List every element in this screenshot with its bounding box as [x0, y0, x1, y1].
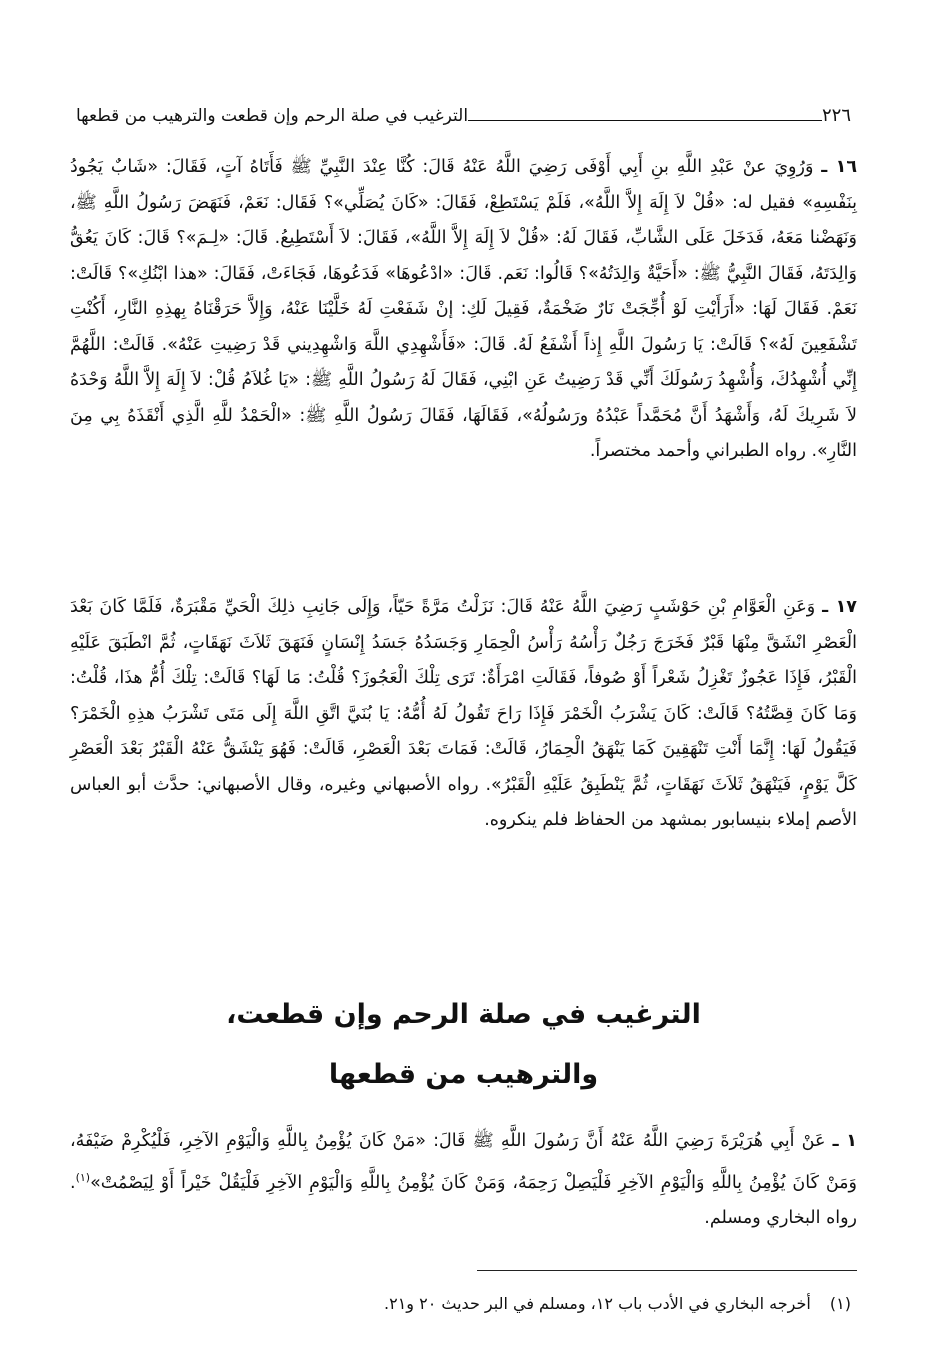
hadith-text: وَرُوِيَ عنْ عَبْدِ اللَّهِ بنِ أَبِي أَوْفَى رَضِيَ اللَّهُ عَنْهُ قَالَ: كُنَّا عِنْدَ النَّبِيِّ ﷺ فَأَتَاهُ آتٍ، فَقَالَ: «شَابٌ يَجُودُ بِنَفْسِهِ» فقيل له: «قُلْ لاَ إِلَهَ إِلاَّ اللَّهُ»، فَلَمْ يَسْتَطِعْ، فَقَالَ: «كَانَ يُصَلِّي»؟ فَقَال: نَعَمْ، فَنَهَضَ رَسُولُ اللَّهِ ﷺ، وَنَهَضْنا مَعَهُ، فَدَخَلَ عَلَى الشَّابِّ، فَقَالَ لَهُ: «قُلْ لاَ إِلَهَ إِلاَّ اللَّهُ»، فَقَالَ: لاَ أَسْتَطِيعُ. قَالَ: «لِـمَ»؟ قَالَ: كَانَ يَعُقُّ وَالِدَتَهُ، فَقَالَ النَّبِيُّ ﷺ: «أَحَيَّةٌ وَالِدَتُهُ»؟ قَالُوا: نَعَم. قَالَ: «ادْعُوهَا» فَدَعُوهَا، فَجَاءَتْ، فَقَالَ: «هذا ابْنُكِ»؟ قَالَتْ: نَعَمْ. فَقَالَ لَهَا: «أَرَأَيْتِ لَوْ أُجِّجَتْ نَارٌ ضَخْمَةٌ، فَقِيلَ لَكِ: إنْ شَفَعْتِ لَهُ خَلَّيْنَا عَنْهُ، وَإِلاَّ حَرَقْنَاهُ بِهذِهِ النَّارِ، أَكُنْتِ تَشْفَعِينَ لَهُ»؟ قَالَتْ: يَا رَسُولَ اللَّهِ إِذاً أَشْفَعُ لَهُ. قَالَ: «فَأَشْهِدِي اللَّهَ وَاشْهِدِيني قَدْ رَضِيتِ عَنْهُ». قَالَتْ: اللَّهُمَّ إِنِّي أُشْهِدُكَ، وَأُشْهِدُ رَسُولَكَ أَنِّي قَدْ رَضِيتُ عَنِ ابْنِي، فَقَالَ لَهُ رَسُولُ اللَّهِ ﷺ: «يَا غُلاَمُ قُلْ: لاَ إِلَهَ إِلاَّ اللَّهُ وَحْدَهُ لاَ شَرِيكَ لَهُ، وَأَشْهَدُ أَنَّ مُحَمَّداً عَبْدُهُ ورَسُولُهُ»، فَقَالَهَا، فَقَالَ رَسُولُ اللَّهِ ﷺ: «الْحَمْدُ للَّهِ الَّذِي أَنْقَذَهُ بِي مِنَ النَّارِ». رواه الطبراني وأحمد مختصراً. [70, 157, 857, 461]
hadith-16 [70, 150, 857, 470]
hadith-17 [70, 590, 857, 839]
hadith-number: ١٦ ـ [821, 157, 858, 177]
section-title-line-2: والترهيب من قطعها [328, 1059, 599, 1090]
hadith-number: ١ ـ [832, 1131, 857, 1151]
footnote-reference[interactable]: (١) [75, 1170, 91, 1184]
footnote-divider [477, 1270, 857, 1271]
running-header [70, 96, 859, 126]
running-title: الترغيب في صلة الرحم وإن قطعت والترهيب من قطعها [76, 106, 469, 126]
page-number: ٢٢٦ [821, 105, 851, 126]
footnote [70, 1292, 851, 1316]
footnote-text: أخرجه البخاري في الأدب باب ١٢، ومسلم في البر حديث ٢٠ و٢١. [384, 1294, 811, 1313]
hadith-1 [70, 1124, 857, 1236]
section-title-line-1: الترغيب في صلة الرحم وإن قطعت، [226, 999, 701, 1030]
hadith-number: ١٧ ـ [822, 597, 857, 617]
hadith-source: . رواه البخاري ومسلم. [70, 1172, 857, 1228]
hadith-text: وَعَنِ الْعَوَّامِ بْنِ حَوْشَبٍ رَضِيَ اللَّهُ عَنْهُ قَالَ: نَزَلْتُ مَرَّةً حَيّاً، وَإِلَى جَانِبِ ذلِكَ الْحَيِّ مَقْبَرَةٌ، فَلَمَّا كَانَ بَعْدَ الْعَصْرِ انْشَقَّ مِنْهَا قَبْرٌ فَخَرَجَ رَجُلٌ رَأْسُهُ رَأْسُ الْحِمَارِ وَجَسَدُهُ جَسَدُ إِنْسَانٍ فَنَهَقَ ثَلاَثَ نَهَقَاتٍ، ثُمَّ انْطَبَقَ عَلَيْهِ الْقَبْرُ، فَإِذَا عَجُوزٌ تَغْزِلُ شَعْراً أَوْ صُوفاً، فَقَالَتِ امْرَأَةٌ: تَرَى تِلْكَ الْعَجُوزَ؟ قُلْتُ: مَا لَهَا؟ قَالَتْ: تِلْكَ أُمُّ هذَا، قُلْتُ: وَمَا كَانَ قِصَّتُهُ؟ قَالَتْ: كَانَ يَشْرَبُ الْخَمْرَ فَإِذَا رَاحَ تَقُولُ لَهُ أُمُّهُ: يَا بُنَيَّ اتَّقِ اللَّهَ إِلَى مَتَى تَشْرَبُ هذِهِ الْخَمْرَ؟ فَيَقُولُ لَهَا: إِنَّمَا أَنْتِ تَنْهَقِينَ كَمَا يَنْهَقُ الْحِمَارُ، قَالَتْ: فَمَاتَ بَعْدَ الْعَصْرِ، قَالَتْ: فَهُوَ يَنْشَقُّ عَنْهُ الْقَبْرُ بَعْدَ الْعَصْرِ كَلَّ يَوْمٍ، فَيَنْهَقُ ثَلاَثَ نَهَقَاتٍ، ثُمَّ يَنْطَبِقُ عَلَيْهِ الْقَبْرُ». رواه الأصبهاني وغيره، وقال الأصبهاني: حدَّث أبو العباس الأصم إملاء بنيسابور بمشهد من الحفاظ فلم ينكروه. [70, 597, 857, 830]
footnote-mark: (١) [829, 1294, 851, 1313]
header-rule [468, 120, 822, 121]
hadith-text: عَنْ أَبِي هُرَيْرَةَ رَضِيَ اللَّهُ عَنْهُ أَنَّ رَسُولَ اللَّهِ ﷺ قَالَ: «مَنْ كَانَ يُؤْمِنُ بِاللَّهِ وَالْيَوْمِ الآخِرِ، فَلْيُكْرِمْ ضَيْفَهُ، وَمَنْ كَانَ يُؤْمِنُ بِاللَّهِ وَالْيَوْمِ الآخِرِ فَلْيَصِلْ رَحِمَهُ، وَمَنْ كَانَ يُؤْمِنُ بِاللَّهِ وَالْيَوْمِ الآخِرِ فَلْيَقُلْ خَيْراً أَوْ لِيَصْمُتْ» [70, 1131, 857, 1193]
